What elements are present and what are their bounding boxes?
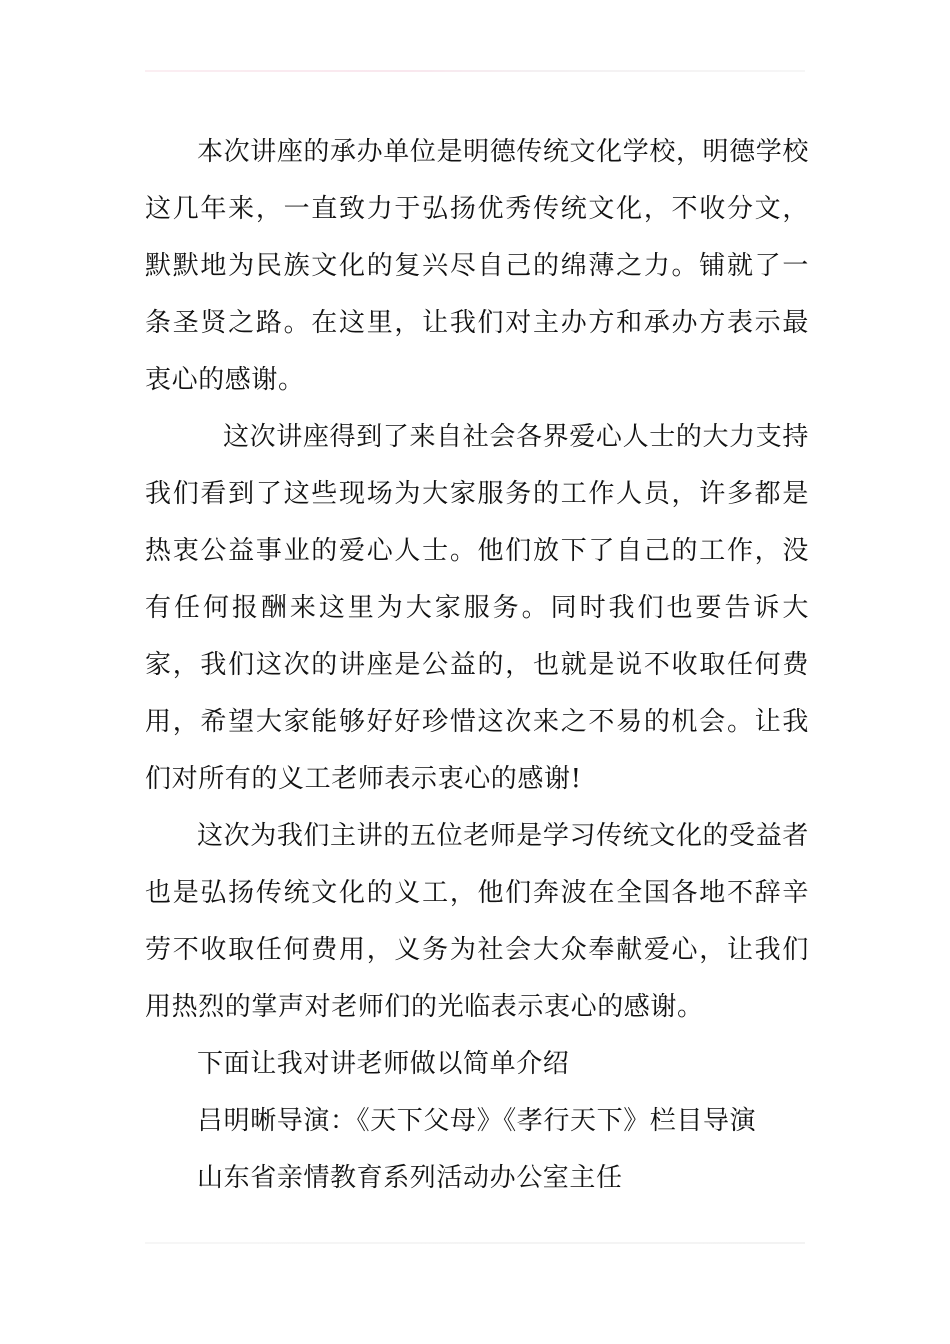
document-body xyxy=(145,124,809,1207)
header-rule xyxy=(145,70,805,72)
intro-line: 下面让我对讲老师做以简单介绍 xyxy=(197,1049,570,1079)
footer-rule xyxy=(145,1242,805,1244)
paragraph-hosts: 本次讲座的承办单位是明德传统文化学校，明德学校这几年来，一直致力于弘扬优秀传统文化，不收分文，默默地为民族文化的复兴尽自己的绵薄之力。铺就了一条圣贤之路。在这里，让我们对主办方和承办方表示最衷心的感谢。 xyxy=(145,137,809,395)
speaker-line: 吕明晰导演：《天下父母》《孝行天下》栏目导演 xyxy=(197,1106,757,1136)
paragraph-volunteers: 这次讲座得到了来自社会各界爱心人士的大力支持我们看到了这些现场为大家服务的工作人员，许多都是热衷公益事业的爱心人士。他们放下了自己的工作，没有任何报酬来这里为大家服务。同时我们也要告诉大家，我们这次的讲座是公益的，也就是说不收取任何费用，希望大家能够好好珍惜这次来之不易的机会。让我们对所有的义工老师表示衷心的感谢! xyxy=(145,422,809,794)
paragraph-lecturers: 这次为我们主讲的五位老师是学习传统文化的受益者也是弘扬传统文化的义工，他们奔波在全国各地不辞辛劳不收取任何费用，义务为社会大众奉献爱心，让我们用热烈的掌声对老师们的光临表示衷心的感谢。 xyxy=(145,821,809,1022)
speaker-title-line: 山东省亲情教育系列活动办公室主任 xyxy=(197,1163,623,1193)
